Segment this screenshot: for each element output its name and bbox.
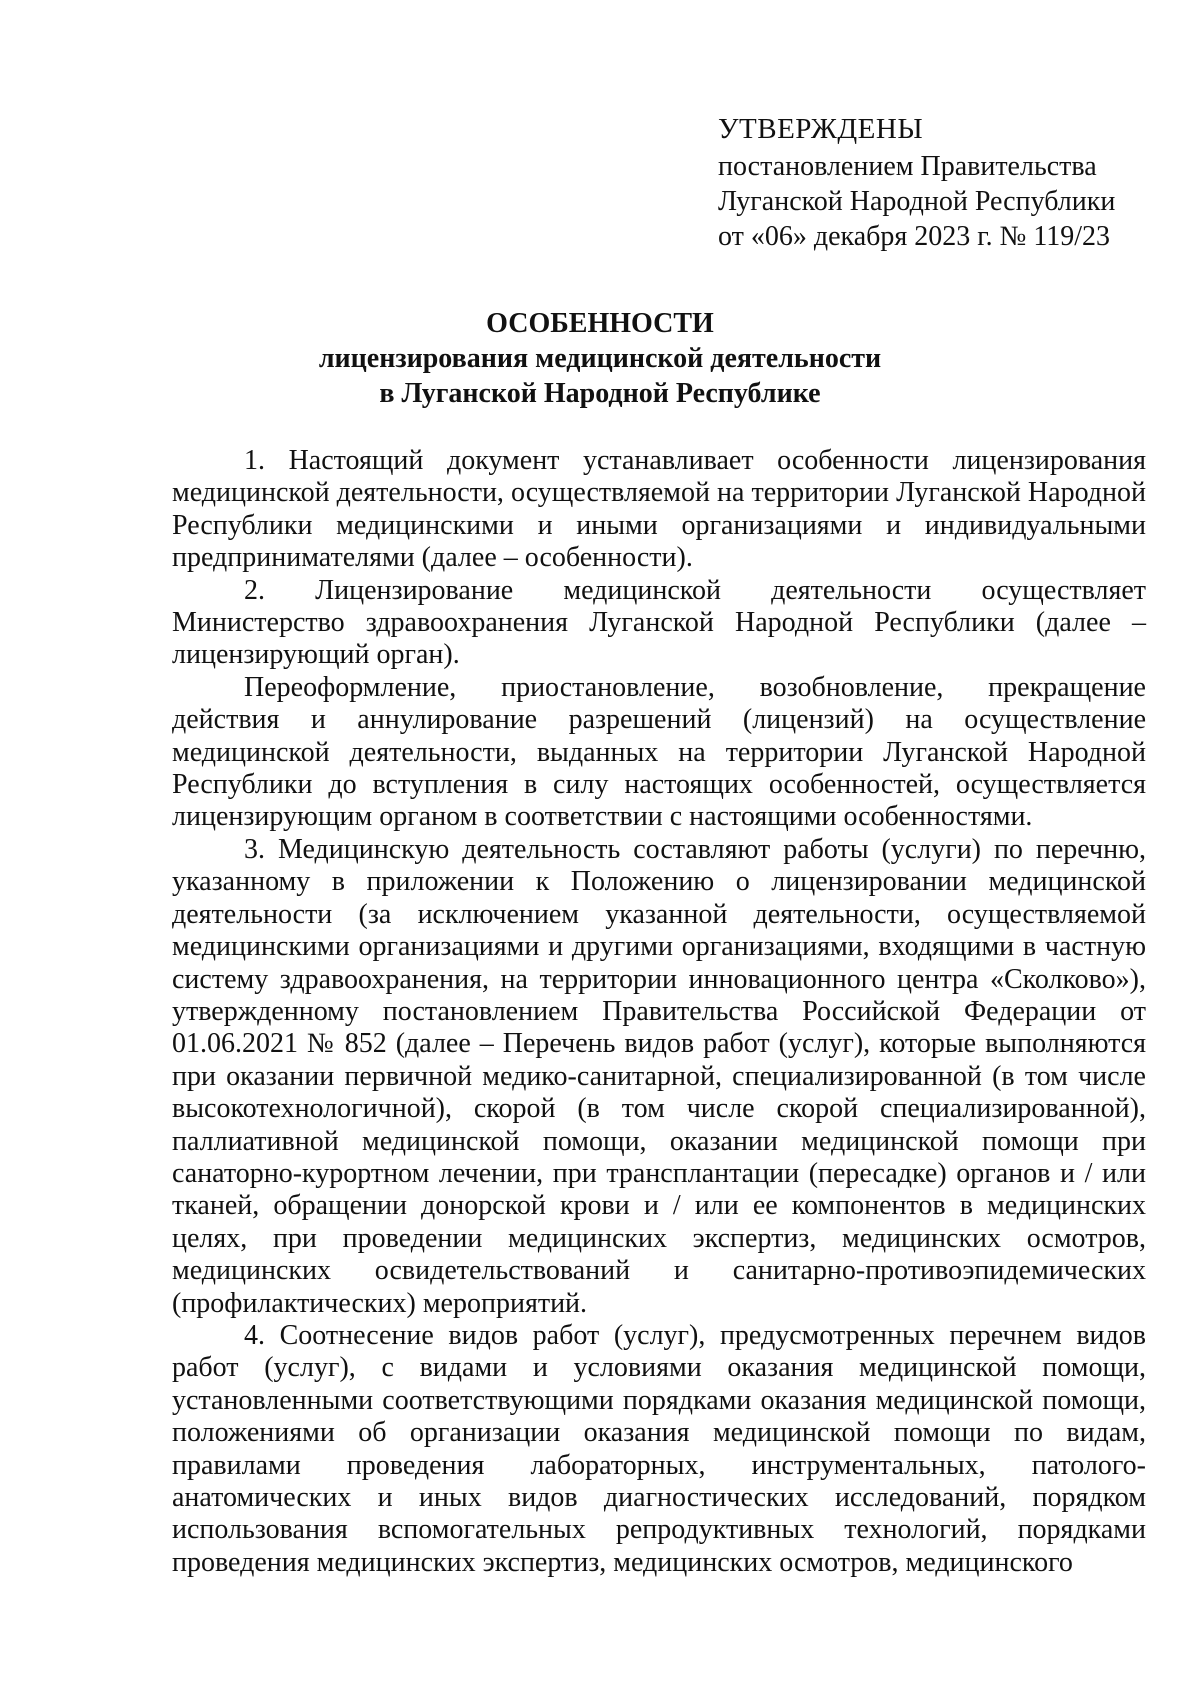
document-title-block [0,306,1200,411]
paragraph-2: 2. Лицензирование медицинской деятельности осуществляет Министерство здравоохранения Луганской Народной Республики (далее – лицензирующий орган). [172,574,1146,671]
paragraph-2-continuation: Переоформление, приостановление, возобновление, прекращение действия и аннулирование разрешений (лицензий) на осуществление медицинской деятельности, выданных на территории Луганской Народной Республики до вступления в силу настоящих особенностей, осуществляется лицензирующим органом в соответствии с настоящими особенностями. [172,671,1146,833]
paragraph-1: 1. Настоящий документ устанавливает особенности лицензирования медицинской деятельности, осуществляемой на территории Луганской Народной Республики медицинскими и иными организациями и индивидуальными предпринимателями (далее – особенности). [172,445,1146,574]
approval-line-decree: постановлением Правительства [718,151,1097,182]
approval-heading: УТВЕРЖДЕНЫ [718,113,924,145]
paragraph-3: 3. Медицинскую деятельность составляют работы (услуги) по перечню, указанному в приложении к Положению о лицензировании медицинской деятельности (за исключением указанной деятельности, осуществляемой медицинскими организациями и другими организациями, входящими в частную систему здравоохранения, на территории инновационного центра «Сколково»), утвержденному постановлением Правительства Российской Федерации от 01.06.2021 № 852 (далее – Перечень видов работ (услуг), которые выполняются при оказании первичной медико-санитарной, специализированной (в том числе высокотехнологичной), скорой (в том числе скорой специализированной), паллиативной медицинской помощи, оказании медицинской помощи при санаторно-курортном лечении, при трансплантации (пересадке) органов и / или тканей, обращении донорской крови и / или ее компонентов в медицинских целях, при проведении медицинских экспертиз, медицинских осмотров, медицинских освидетельствований и санитарно-противоэпидемических (профилактических) мероприятий. [172,833,1146,1319]
approval-line-republic: Луганской Народной Республики [718,186,1116,217]
approval-stamp-block [718,112,1115,254]
document-body [172,445,1146,1579]
document-subtitle-line1: лицензирования медицинской деятельности [318,343,882,374]
approval-line-date-number: от «06» декабря 2023 г. № 119/23 [718,221,1111,252]
document-subtitle-line2: в Луганской Народной Республике [379,378,821,409]
document-title: ОСОБЕННОСТИ [486,308,714,339]
paragraph-4: 4. Соотнесение видов работ (услуг), предусмотренных перечнем видов работ (услуг), с видами и условиями оказания медицинской помощи, установленными соответствующими порядками оказания медицинской помощи, положениями об организации оказания медицинской помощи по видам, правилами проведения лабораторных, инструментальных, патолого-анатомических и иных видов диагностических исследований, порядком использования вспомогательных репродуктивных технологий, порядками проведения медицинских экспертиз, медицинских осмотров, медицинского [172,1319,1146,1578]
